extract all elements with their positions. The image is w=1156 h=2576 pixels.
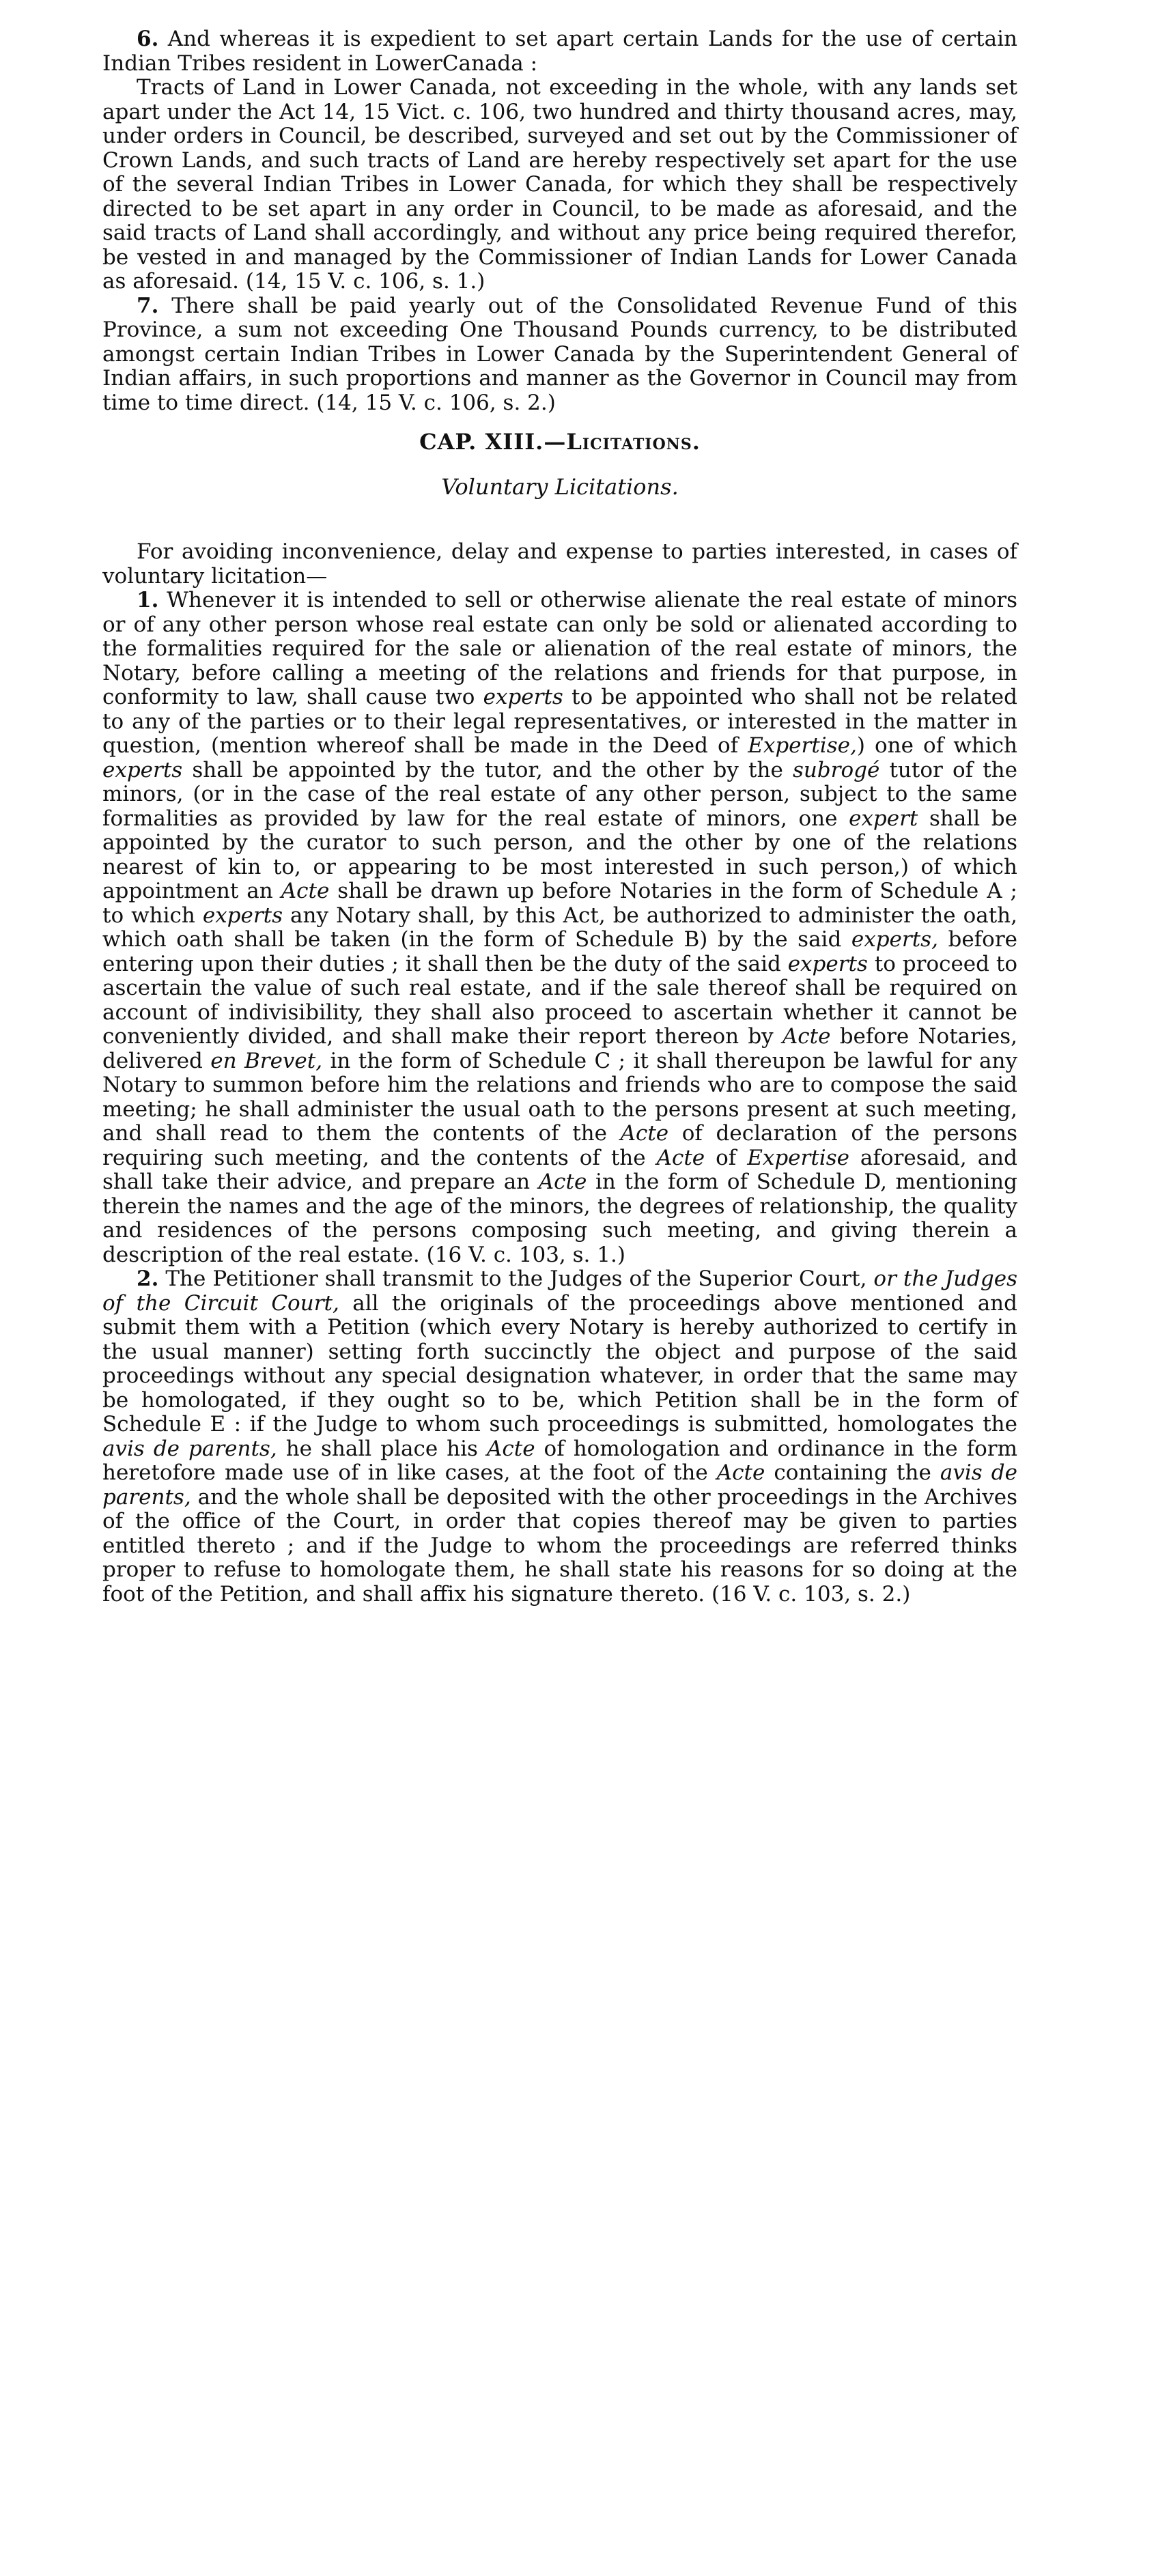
s1-part: Acte	[281, 879, 330, 903]
s1-part: to be appointed who shall not be related to any of the parties or to their legal representatives, or interested in the matter in question, (mention whereof shall be made in the Deed of	[102, 685, 1017, 758]
s1-part: experts	[202, 903, 283, 928]
chapter-title: Licitations.	[566, 429, 701, 455]
s2-part: and the whole shall be deposited with the other proceedings in the Archives of the office of the Court, in order that copies thereof may be given to parties entitled thereto ; and if the Judge to whom the proceedings are referred thinks proper to refuse to homologate them, he shall state his reasons for so doing at the foot of the Petition, and shall affix his signature thereto. (16 V. c. 103, s. 2.)	[102, 1484, 1017, 1607]
s1-part: shall be appointed by the tutor, and the other by the	[182, 757, 793, 782]
section-2-number: 2.	[137, 1266, 159, 1291]
s1-part: tutor of the minors, (or in the case of the real estate of any other person, subject to the same formalities as provided by law for the real estate of minors, one	[102, 757, 1017, 831]
s1-part: in the form of Schedule D, mentioning therein the names and the age of the minors, the degrees of relationship, the quality and residences of the persons composing such meeting, and giving therein a description of the real estate. (16 V. c. 103, s. 1.)	[102, 1170, 1017, 1267]
s2-part: Acte	[486, 1436, 535, 1461]
s1-part: experts	[787, 951, 868, 976]
section-6-preamble	[102, 27, 1017, 76]
s1-part: en Brevet,	[210, 1048, 323, 1073]
section-7-number: 7.	[137, 293, 159, 318]
s1-part: Whenever it is intended to sell or otherwise alienate the real estate of minors or of any other person whose real estate can only be sold or alienated according to the formalities required for the sale or alienation of the real estate of minors, the Notary, before calling a meeting of the relations and friends for that purpose, in conformity to law, shall cause two	[102, 588, 1017, 709]
s1-part: Expertise	[747, 1145, 849, 1170]
section-7-text: There shall be paid yearly out of the Consolidated Revenue Fund of this Province, a sum not exceeding One Thousand Pounds currency, to be distributed amongst certain Indian Tribes in Lower Canada by the Superintendent General of Indian affairs, in such proportions and manner as the Governor in Council may from time to time direct. (14, 15 V. c. 106, s. 2.)	[102, 293, 1018, 415]
s1-part: in the form of Schedule C ; it shall thereupon be lawful for any Notary to summon before him the relations and friends who are to compose the said meeting; he shall administer the usual oath to the persons present at such meeting, and shall read to them the contents of the	[102, 1048, 1018, 1146]
s1-part: experts,	[851, 927, 938, 952]
s2-part: avis de parents,	[102, 1460, 1017, 1510]
section-1	[102, 589, 1017, 1267]
s1-part: experts	[483, 685, 563, 709]
s1-part: Acte	[538, 1170, 587, 1194]
s1-part: of declaration of the persons requiring such meeting, and the contents of the	[102, 1121, 1017, 1170]
s1-part: Expertise,	[748, 733, 857, 758]
s2-part: all the originals of the proceedings above mentioned and submit them with a Petition (which every Notary is hereby authorized to certify in the usual manner) setting forth succinctly the object and purpose of the said proceedings without any special designation whatever, in order that the same may be homologated, if they ought so to be, which Petition shall be in the form of Schedule E : if the Judge to whom such proceedings is submitted, homologates the	[102, 1290, 1017, 1436]
s2-part: of homologation and ordinance in the form heretofore made use of in like cases, at the foot of the	[102, 1436, 1017, 1485]
s1-part: before Notaries, delivered	[102, 1024, 1017, 1073]
s1-part: shall be drawn up before Notaries in the form of Schedule A ; to which	[102, 879, 1017, 928]
s1-part: any Notary shall, by this Act, be authorized to administer the oath, which oath shall be taken (in the form of Schedule B) by the said	[102, 903, 1017, 952]
s2-part: or the Judges of the Circuit Court,	[102, 1266, 1017, 1316]
s2-part: The Petitioner shall transmit to the Judges of the Superior Court,	[165, 1266, 874, 1291]
section-1-number: 1.	[137, 588, 159, 612]
statute-page	[102, 27, 1017, 1607]
section-7	[102, 294, 1017, 416]
s1-part: Acte	[782, 1024, 831, 1049]
s1-part: Acte	[620, 1121, 669, 1146]
s1-part: before entering upon their duties ; it shall then be the duty of the said	[102, 927, 1017, 976]
section-2	[102, 1267, 1017, 1607]
chapter-heading	[102, 430, 1017, 455]
s1-part: subrogé	[792, 757, 880, 782]
s1-part: to proceed to ascertain the value of such real estate, and if the sale thereof shall be required on account of indivisibility, they shall also proceed to ascertain whether it cannot be conveniently divided, and shall make their report thereon by	[102, 951, 1017, 1049]
chapter-number: CAP. XIII.—	[419, 429, 567, 455]
s2-part: avis de parents,	[102, 1436, 277, 1461]
s1-part: Acte	[656, 1145, 705, 1170]
section-6-preamble-text: And whereas it is expedient to set apart certain Lands for the use of certain Indian Tribes resident in LowerCanada :	[102, 27, 1017, 76]
s1-part: shall be appointed by the curator to such person, and the other by one of the relations nearest of kin to, or appearing to be most interested in such person,) of which appointment an	[102, 806, 1018, 903]
s1-part: experts	[102, 757, 183, 782]
s2-part: he shall place his	[277, 1436, 487, 1461]
s1-part: ) one of which	[856, 733, 1017, 758]
chapter-subheading: Voluntary Licitations.	[441, 473, 679, 500]
s1-part: of	[705, 1145, 748, 1170]
section-6-number: 6.	[137, 27, 159, 51]
chapter-preamble: For avoiding inconvenience, delay and expense to parties interested, in cases of voluntary licitation—	[102, 539, 1017, 589]
s2-part: containing the	[765, 1460, 940, 1485]
section-6-body: Tracts of Land in Lower Canada, not exceeding in the whole, with any lands set apart under the Act 14, 15 Vict. c. 106, two hundred and thirty thousand acres, may, under orders in Council, be described, surveyed and set out by the Commissioner of Crown Lands, and such tracts of Land are hereby respectively set apart for the use of the several Indian Tribes in Lower Canada, for which they shall be respectively directed to be set apart in any order in Council, to be made as aforesaid, and the said tracts of Land shall accordingly, and without any price being required therefor, be vested in and managed by the Commissioner of Indian Lands for Lower Canada as aforesaid. (14, 15 V. c. 106, s. 1.)	[102, 75, 1017, 294]
s2-part: Acte	[716, 1460, 765, 1485]
s1-part: expert	[849, 806, 918, 831]
s1-part: aforesaid, and shall take their advice, and prepare an	[102, 1145, 1017, 1194]
